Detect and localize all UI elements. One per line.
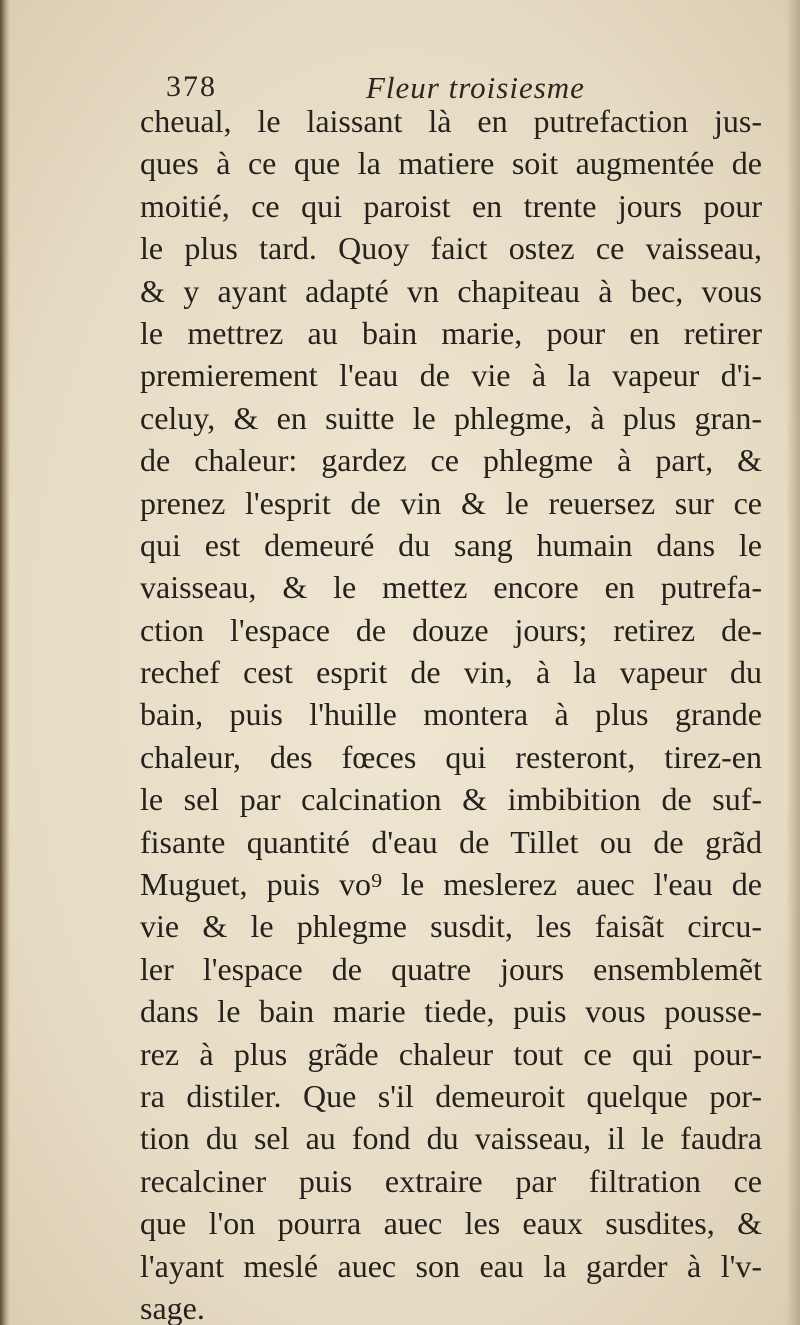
text-line: bain, puis l'huille montera à plus grande bbox=[140, 696, 762, 733]
text-line: ction l'espace de douze jours; retirez de- bbox=[140, 611, 762, 648]
text-line: chaleur, des fœces qui resteront, tirez-en bbox=[140, 738, 762, 775]
text-line: l'ayant meslé auec son eau la garder à l'v- bbox=[140, 1247, 762, 1284]
text-line: fisante quantité d'eau de Tillet ou de grãd bbox=[140, 823, 762, 860]
text-line: le sel par calcination & imbibition de suf- bbox=[140, 781, 762, 818]
text-line: dans le bain marie tiede, puis vous pousse- bbox=[140, 993, 762, 1030]
text-line: Muguet, puis vo⁹ le meslerez auec l'eau de bbox=[140, 866, 762, 903]
text-line: le plus tard. Quoy faict ostez ce vaisseau, bbox=[140, 230, 762, 267]
text-line: sage. bbox=[140, 1289, 205, 1325]
text-line: que l'on pourra auec les eaux susdites, & bbox=[140, 1205, 762, 1242]
running-head: Fleur troisiesme bbox=[366, 70, 585, 105]
text-line: qui est demeuré du sang humain dans le bbox=[140, 526, 762, 563]
page-edge bbox=[786, 0, 800, 1325]
text-line: de chaleur: gardez ce phlegme à part, & bbox=[140, 442, 762, 479]
text-line: premierement l'eau de vie à la vapeur d'i- bbox=[140, 357, 762, 394]
page-gutter bbox=[0, 0, 10, 1325]
body-text bbox=[140, 100, 762, 1325]
page-number: 378 bbox=[166, 70, 217, 103]
text-line: vaisseau, & le mettez encore en putrefa- bbox=[140, 569, 762, 606]
text-line: prenez l'esprit de vin & le reuersez sur ce bbox=[140, 484, 762, 521]
text-line: & y ayant adapté vn chapiteau à bec, vous bbox=[140, 272, 762, 309]
text-line: rez à plus grãde chaleur tout ce qui pour- bbox=[140, 1035, 762, 1072]
text-line: moitié, ce qui paroist en trente jours pour bbox=[140, 187, 762, 224]
text-line: recalciner puis extraire par filtration ce bbox=[140, 1162, 762, 1199]
text-line: celuy, & en suitte le phlegme, à plus gran- bbox=[140, 399, 762, 436]
text-line: tion du sel au fond du vaisseau, il le faudra bbox=[140, 1120, 762, 1157]
text-line: vie & le phlegme susdit, les faisãt circu- bbox=[140, 908, 762, 945]
text-line: cheual, le laissant là en putrefaction jus- bbox=[140, 103, 762, 139]
text-line: ra distiler. Que s'il demeuroit quelque por- bbox=[140, 1077, 762, 1114]
text-line: ques à ce que la matiere soit augmentée de bbox=[140, 145, 762, 182]
text-line: rechef cest esprit de vin, à la vapeur du bbox=[140, 654, 762, 691]
text-line: ler l'espace de quatre jours ensemblemẽt bbox=[140, 950, 762, 987]
text-line: le mettrez au bain marie, pour en retirer bbox=[140, 314, 762, 351]
